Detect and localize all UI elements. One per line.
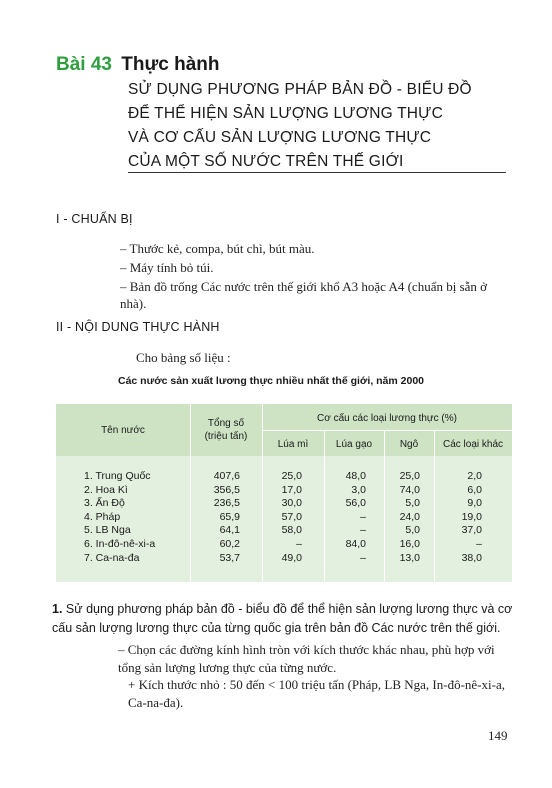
- col-total: [196, 470, 240, 565]
- task-number: 1.: [52, 602, 63, 616]
- table-cell: 13,0: [399, 551, 420, 564]
- prep-item: – Máy tính bỏ túi.: [120, 260, 214, 275]
- header-wheat: Lúa mì: [277, 439, 309, 450]
- col-country: [84, 470, 184, 565]
- table-cell: 9,0: [467, 497, 482, 510]
- table-cell: –: [360, 510, 366, 523]
- table-cell: 236,5: [213, 497, 240, 510]
- prep-item: – Bản đồ trống Các nước trên thế giới khổ A3 hoặc A4 (chuẩn bị sẵn ở nhà).: [120, 279, 488, 311]
- table-cell: 30,0: [281, 497, 302, 510]
- lesson-title-line: ĐỂ THỂ HIỆN SẢN LƯỢNG LƯƠNG THỰC: [128, 105, 443, 122]
- table-cell: 17,0: [281, 483, 302, 496]
- col-wheat: [264, 470, 302, 565]
- table-cell: 60,2: [219, 537, 240, 550]
- table-cell: 53,7: [219, 551, 240, 564]
- col-corn: [384, 470, 420, 565]
- table-cell: 37,0: [461, 524, 482, 537]
- task-text: Sử dụng phương pháp bản đồ - biểu đồ để thể hiện sản lượng lương thực và cơ cấu sản lượng lương thực của từng quốc gia trên bản đồ Các nước trên thế giới.: [52, 602, 513, 635]
- table-cell: 49,0: [281, 551, 302, 564]
- table-cell: 2. Hoa Kì: [84, 483, 128, 496]
- table-cell: 5,0: [405, 497, 420, 510]
- lesson-title-line: CỦA MỘT SỐ NƯỚC TRÊN THẾ GIỚI: [128, 153, 404, 170]
- lesson-title-line: SỬ DỤNG PHƯƠNG PHÁP BẢN ĐỒ - BIỂU ĐỒ: [128, 81, 472, 98]
- table-caption: Các nước sản xuất lương thực nhiều nhất thế giới, năm 2000: [118, 375, 425, 387]
- table-cell: 56,0: [345, 497, 366, 510]
- header-other: Các loại khác: [442, 439, 504, 450]
- table-cell: 5,0: [405, 524, 420, 537]
- table-cell: –: [360, 524, 366, 537]
- table-cell: 2,0: [467, 470, 482, 482]
- table-cell: 58,0: [281, 524, 302, 537]
- table-cell: 48,0: [345, 470, 366, 482]
- table-cell: 4. Pháp: [84, 510, 121, 523]
- section-heading-practice: II - NỘI DUNG THỰC HÀNH: [56, 320, 220, 334]
- table-cell: 84,0: [345, 537, 366, 550]
- task-paragraph: – Chọn các đường kính hình tròn với kích thước khác nhau, phù hợp với tổng sản lượng lương thực của từng nước.: [118, 642, 495, 675]
- table-cell: 3,0: [351, 483, 366, 496]
- table-cell: 25,0: [399, 470, 420, 482]
- lesson-type: Thực hành: [121, 54, 220, 75]
- section-heading-preparation: I - CHUẨN BỊ: [56, 212, 133, 226]
- table-cell: 3. Ấn Độ: [84, 497, 125, 510]
- col-rice: [324, 470, 366, 565]
- header-country: Tên nước: [101, 425, 145, 436]
- table-cell: 7. Ca-na-đa: [84, 551, 140, 564]
- header-divider: [262, 430, 512, 431]
- table-cell: 6,0: [467, 483, 482, 496]
- data-table: [56, 404, 512, 582]
- header-total: Tổng số (triệu tấn): [204, 418, 248, 442]
- column-divider: [434, 430, 435, 582]
- table-cell: 407,6: [213, 470, 240, 482]
- header-structure: Cơ cấu các loại lương thực (%): [317, 413, 457, 424]
- prep-item: – Thước kẻ, compa, bút chì, bút màu.: [120, 241, 315, 256]
- table-cell: 25,0: [281, 470, 302, 482]
- header-corn: Ngô: [399, 439, 419, 450]
- table-cell: 1. Trung Quốc: [84, 470, 151, 482]
- table-cell: 6. In-đô-nê-xi-a: [84, 537, 156, 550]
- table-lead: Cho bảng số liệu :: [136, 350, 231, 365]
- table-cell: 64,1: [219, 524, 240, 537]
- table-cell: –: [476, 537, 482, 550]
- table-cell: 16,0: [399, 537, 420, 550]
- lesson-header: [56, 54, 219, 76]
- table-cell: –: [360, 551, 366, 564]
- table-cell: 24,0: [399, 510, 420, 523]
- table-cell: 74,0: [399, 483, 420, 496]
- lesson-title: [128, 78, 508, 174]
- table-cell: 19,0: [461, 510, 482, 523]
- table-cell: 57,0: [281, 510, 302, 523]
- table-cell: 5. LB Nga: [84, 524, 131, 537]
- table-cell: –: [296, 537, 302, 550]
- table-cell: 38,0: [461, 551, 482, 564]
- header-rice: Lúa gạo: [335, 439, 373, 450]
- task-1: [52, 600, 522, 638]
- table-cell: 356,5: [213, 483, 240, 496]
- page-number: 149: [488, 728, 508, 743]
- lesson-number: Bài 43: [56, 54, 112, 75]
- task-paragraph: + Kích thước nhỏ : 50 đến < 100 triệu tấn (Pháp, LB Nga, In-đô-nê-xi-a, Ca-na-đa).: [128, 677, 505, 710]
- col-other: [440, 470, 482, 565]
- lesson-title-line: VÀ CƠ CẤU SẢN LƯỢNG LƯƠNG THỰC: [128, 129, 432, 146]
- table-cell: 65,9: [219, 510, 240, 523]
- column-divider: [190, 404, 191, 582]
- title-divider: [128, 172, 506, 173]
